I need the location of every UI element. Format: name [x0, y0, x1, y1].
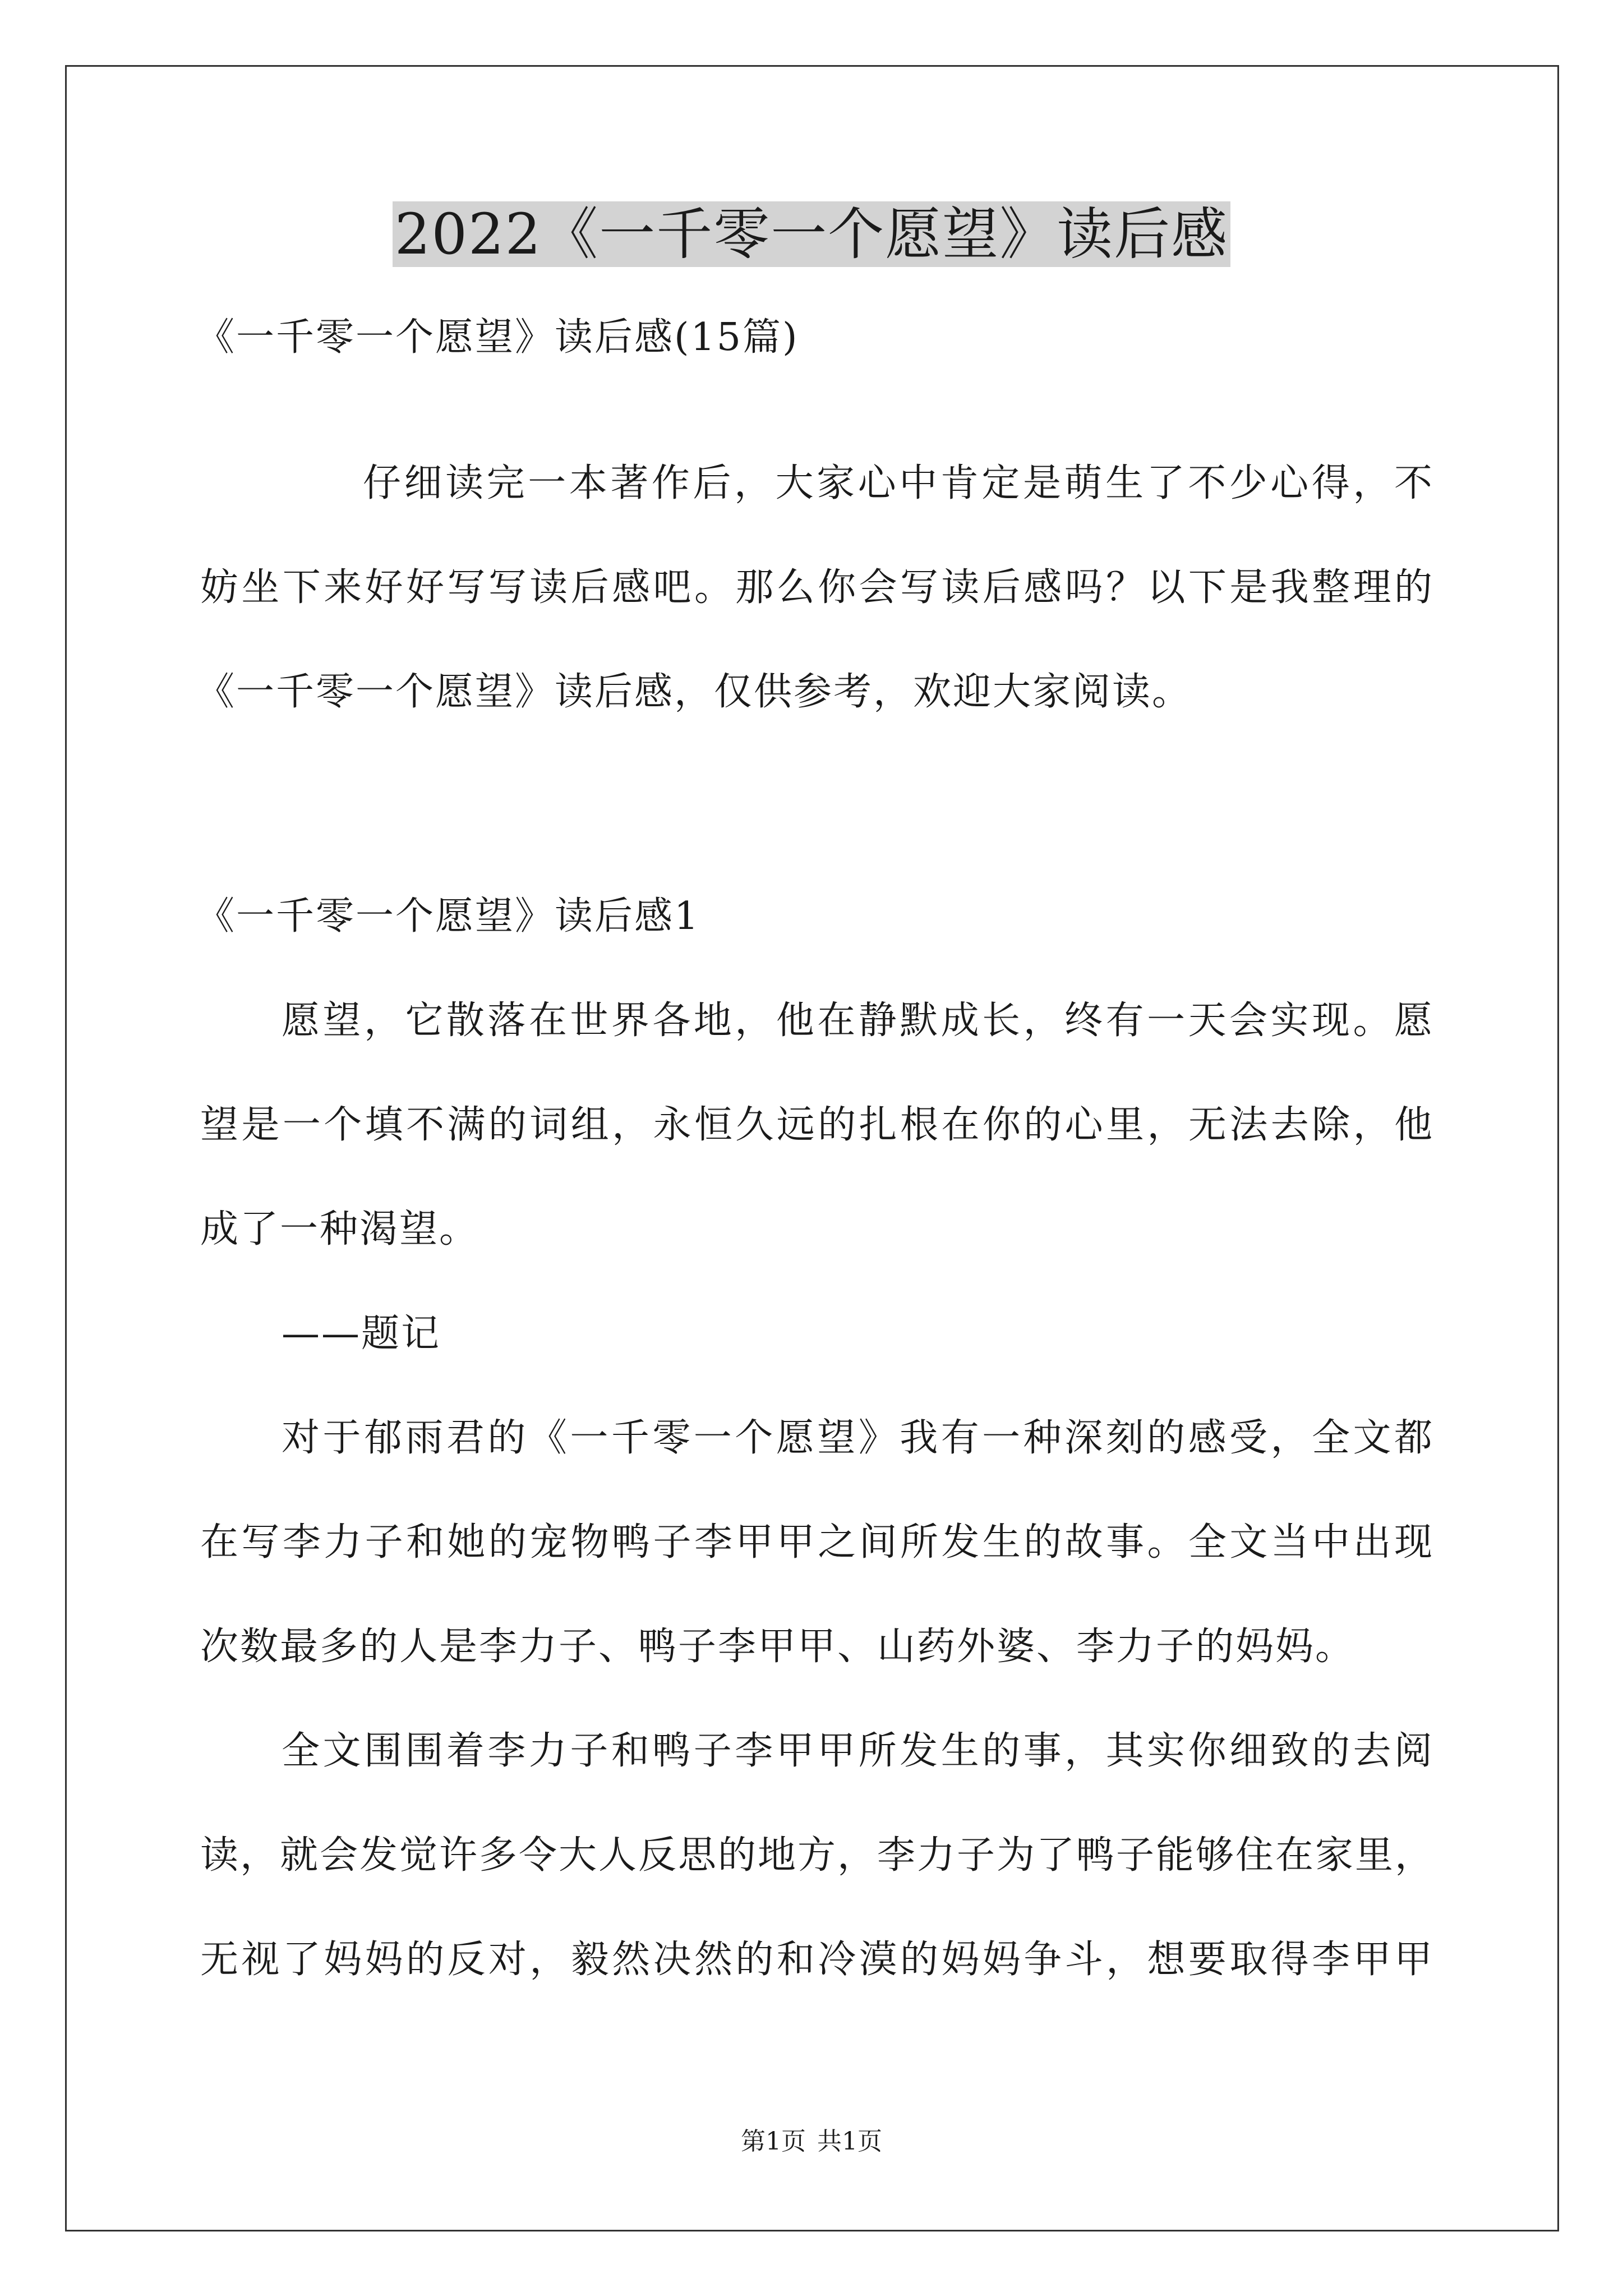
page-frame — [65, 65, 1559, 2231]
body-line-4: ——题记 — [282, 1312, 441, 1356]
section-heading: 《一千零一个愿望》读后感1 — [196, 894, 700, 938]
document-title-text: 2022《一千零一个愿望》读后感 — [393, 201, 1231, 267]
subtitle: 《一千零一个愿望》读后感(15篇) — [196, 315, 799, 360]
body-line-9: 读，就会发觉许多令大人反思的地方，李力子为了鸭子能够住在家里， — [200, 1833, 1435, 1878]
document-title — [0, 195, 1623, 274]
body-line-1: 愿望，它散落在世界各地，他在静默成长，终有一天会实现。愿 — [282, 999, 1434, 1043]
body-line-10: 无视了妈妈的反对，毅然决然的和冷漠的妈妈争斗，想要取得李甲甲 — [200, 1938, 1434, 1982]
intro-line-1: 仔细读完一本著作后，大家心中肯定是萌生了不少心得，不 — [363, 461, 1434, 505]
body-line-5: 对于郁雨君的《一千零一个愿望》我有一种深刻的感受，全文都 — [282, 1416, 1434, 1460]
body-line-3: 成了一种渴望。 — [200, 1207, 479, 1251]
body-line-6: 在写李力子和她的宠物鸭子李甲甲之间所发生的故事。全文当中出现 — [200, 1520, 1434, 1565]
page-footer: 第1页 共1页 — [741, 2127, 882, 2156]
intro-line-2: 妨坐下来好好写写读后感吧。那么你会写读后感吗？以下是我整理的 — [200, 565, 1434, 610]
body-line-2: 望是一个填不满的词组，永恒久远的扎根在你的心里，无法去除，他 — [200, 1103, 1434, 1147]
body-line-7: 次数最多的人是李力子、鸭子李甲甲、山药外婆、李力子的妈妈。 — [200, 1625, 1355, 1669]
intro-line-3: 《一千零一个愿望》读后感，仅供参考，欢迎大家阅读。 — [196, 670, 1192, 714]
body-line-8: 全文围围着李力子和鸭子李甲甲所发生的事，其实你细致的去阅 — [282, 1729, 1434, 1773]
